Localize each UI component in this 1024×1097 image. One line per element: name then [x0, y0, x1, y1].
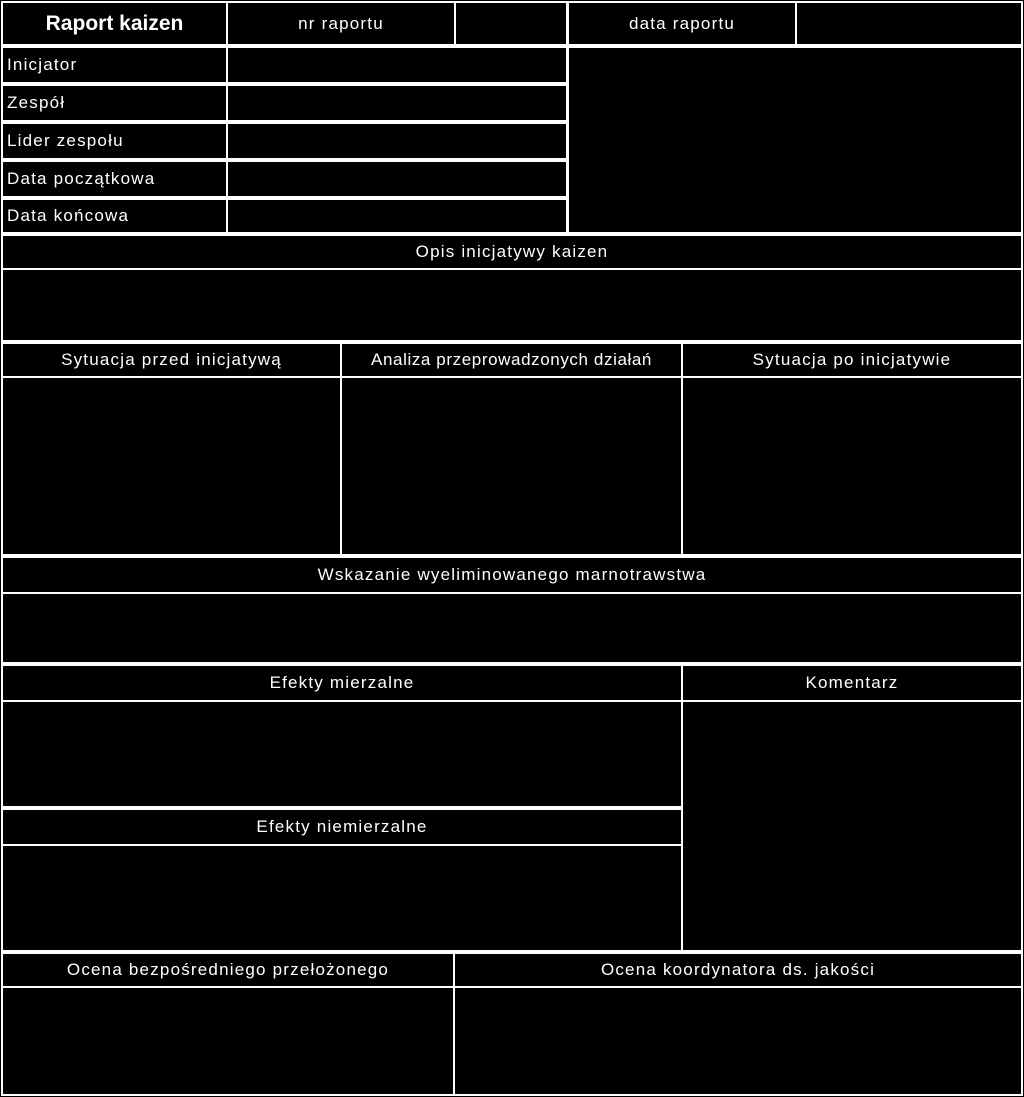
end-date-field[interactable]: [226, 198, 568, 234]
comment-header: Komentarz: [681, 664, 1023, 702]
before-field[interactable]: [1, 376, 342, 556]
analysis-header: Analiza przeprowadzonych działań: [340, 342, 683, 378]
report-number-label: nr raportu: [226, 1, 456, 46]
comment-field[interactable]: [681, 700, 1023, 952]
analysis-field[interactable]: [340, 376, 683, 556]
non-measurable-effects-header: Efekty niemierzalne: [1, 808, 683, 846]
non-measurable-effects-field[interactable]: [1, 844, 683, 952]
start-date-label: Data początkowa: [1, 160, 228, 198]
waste-header: Wskazanie wyeliminowanego marnotrawstwa: [1, 556, 1023, 594]
supervisor-rating-field[interactable]: [1, 986, 455, 1096]
quality-rating-field[interactable]: [453, 986, 1023, 1096]
team-field[interactable]: [226, 84, 568, 122]
description-header: Opis inicjatywy kaizen: [1, 234, 1023, 270]
before-header: Sytuacja przed inicjatywą: [1, 342, 342, 378]
team-label: Zespół: [1, 84, 228, 122]
description-field[interactable]: [1, 268, 1023, 342]
waste-field[interactable]: [1, 592, 1023, 664]
team-leader-field[interactable]: [226, 122, 568, 160]
report-date-label: data raportu: [567, 1, 797, 46]
after-header: Sytuacja po inicjatywie: [681, 342, 1023, 378]
end-date-label: Data końcowa: [1, 198, 228, 234]
after-field[interactable]: [681, 376, 1023, 556]
measurable-effects-header: Efekty mierzalne: [1, 664, 683, 702]
initiator-label: Inicjator: [1, 46, 228, 84]
quality-rating-header: Ocena koordynatora ds. jakości: [453, 952, 1023, 988]
start-date-field[interactable]: [226, 160, 568, 198]
report-date-field[interactable]: [795, 1, 1023, 46]
info-side-box[interactable]: [567, 46, 1023, 234]
measurable-effects-field[interactable]: [1, 700, 683, 808]
report-title: Raport kaizen: [1, 1, 228, 46]
report-number-field[interactable]: [454, 1, 568, 46]
supervisor-rating-header: Ocena bezpośredniego przełożonego: [1, 952, 455, 988]
team-leader-label: Lider zespołu: [1, 122, 228, 160]
initiator-field[interactable]: [226, 46, 568, 84]
